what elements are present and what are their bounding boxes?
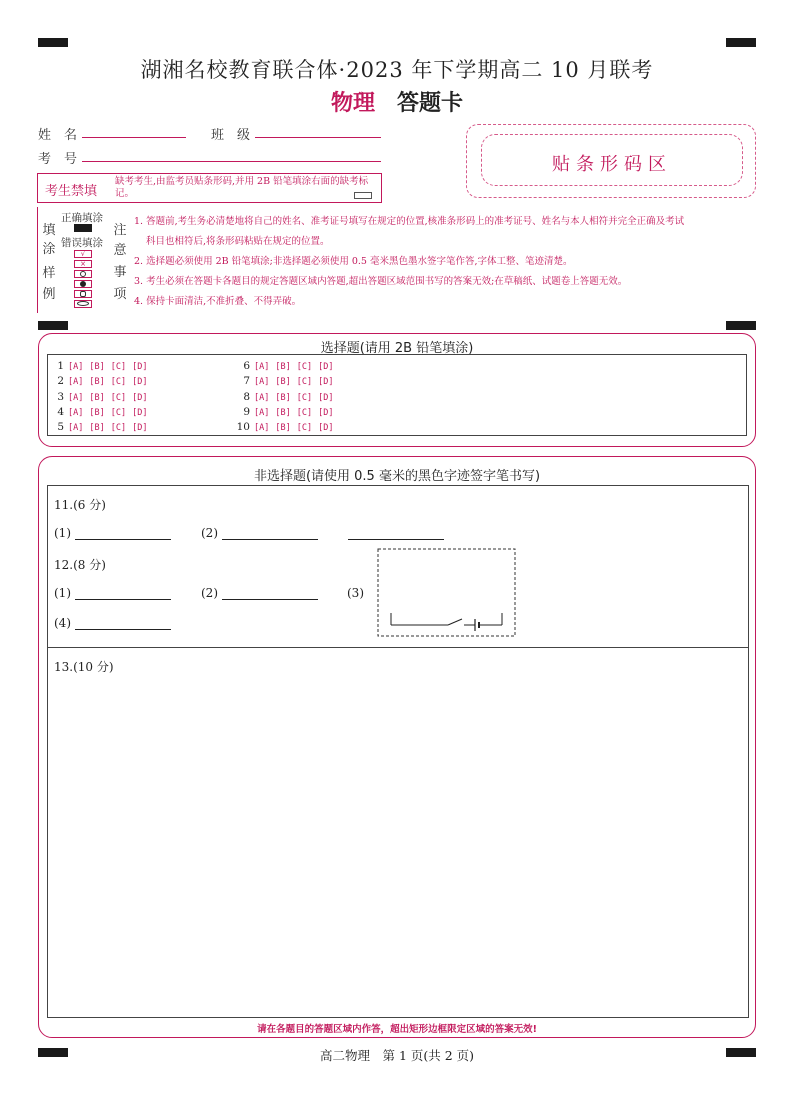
alignment-marker xyxy=(38,321,68,330)
mc-question-row xyxy=(50,360,153,372)
wrong-fill-half xyxy=(74,290,92,298)
wrong-fill-circle xyxy=(74,270,92,278)
note-3: 3. 考生必须在答题卡各题目的规定答题区域内答题,超出答题区域范围书写的答案无效;在草稿纸、试题卷上答题无效。 xyxy=(134,276,628,287)
mc-option-bubble[interactable]: [C] xyxy=(296,377,313,388)
exam-number-field[interactable] xyxy=(82,161,381,162)
fill-sample-label-2: 涂 xyxy=(42,242,56,257)
mc-option-bubble[interactable]: [D] xyxy=(318,392,334,403)
class-field[interactable] xyxy=(255,137,381,138)
q11-part1-label: (1) xyxy=(54,526,71,540)
forbidden-label: 考生禁填 xyxy=(45,184,98,199)
q12-part3-label: (3) xyxy=(347,586,364,600)
mc-option-bubble[interactable]: [B] xyxy=(275,392,291,403)
class-label: 班 级 xyxy=(211,128,251,143)
alignment-marker xyxy=(726,321,756,330)
notes-label-3: 事 xyxy=(113,265,127,280)
card-name: 答题卡 xyxy=(397,90,464,116)
mc-option-bubble[interactable]: [B] xyxy=(275,377,291,388)
mc-option-bubble[interactable]: [D] xyxy=(318,423,334,434)
mc-question-number: 5 xyxy=(57,421,64,434)
q12-part2-label: (2) xyxy=(201,586,218,600)
mc-question-number: 4 xyxy=(57,405,64,418)
notes-label-1: 注 xyxy=(113,223,127,238)
note-1: 1. 答题前,考生务必清楚地将自己的姓名、准考证号填写在规定的位置,核准条形码上的准考证号、姓名与本人相符并完全正确及考试 xyxy=(134,216,685,227)
mc-option-bubble[interactable]: [A] xyxy=(254,362,270,372)
q11-part1-blank[interactable] xyxy=(75,539,171,540)
mc-option-bubble[interactable]: [C] xyxy=(110,392,127,403)
mc-option-bubble[interactable]: [B] xyxy=(89,392,105,403)
mc-option-bubble[interactable]: [D] xyxy=(132,423,148,434)
mc-question-number: 2 xyxy=(57,375,64,388)
mc-question-row xyxy=(50,421,153,433)
note-2: 2. 选择题必须使用 2B 铅笔填涂;非选择题必须使用 0.5 毫米黑色墨水签字笔作答,字体工整、笔迹清楚。 xyxy=(134,256,573,267)
q11-part2-blank-extra[interactable] xyxy=(348,539,444,540)
q11-part2-label: (2) xyxy=(201,526,218,540)
q12-part2-blank[interactable] xyxy=(222,599,318,600)
note-1-cont: 科目也相符后,将条形码粘贴在规定的位置。 xyxy=(146,236,330,247)
mc-option-bubble[interactable]: [D] xyxy=(318,362,334,372)
fill-sample-label-4: 例 xyxy=(42,287,56,302)
wrong-fill-cross: × xyxy=(74,260,92,268)
mc-option-bubble[interactable]: [B] xyxy=(275,423,291,434)
correct-fill-label: 正确填涂 xyxy=(61,212,103,224)
mc-question-number: 9 xyxy=(243,405,250,418)
wrong-fill-label: 错误填涂 xyxy=(61,237,103,249)
correct-fill-sample xyxy=(74,224,92,232)
fill-sample-label-1: 填 xyxy=(42,223,56,238)
mc-option-bubble[interactable]: [A] xyxy=(68,392,84,403)
fill-sample-label-3: 样 xyxy=(42,266,56,281)
mc-option-bubble[interactable]: [D] xyxy=(318,407,334,418)
mc-option-bubble[interactable]: [B] xyxy=(275,362,291,372)
exam-number-label: 考 号 xyxy=(38,152,78,167)
circuit-diagram[interactable] xyxy=(376,547,518,639)
mc-question-row xyxy=(50,375,153,387)
mc-option-bubble[interactable]: [A] xyxy=(254,377,270,388)
mc-question-row xyxy=(236,391,339,403)
mc-option-bubble[interactable]: [B] xyxy=(89,362,105,372)
exam-title: 湖湘名校教育联合体·2023 年下学期高二 10 月联考 xyxy=(140,58,654,82)
mc-option-bubble[interactable]: [C] xyxy=(296,407,313,418)
mc-question-number: 10 xyxy=(236,421,250,434)
mc-question-number: 1 xyxy=(57,360,64,372)
mc-option-bubble[interactable]: [A] xyxy=(254,407,270,418)
mc-option-bubble[interactable]: [C] xyxy=(296,392,313,403)
mc-option-bubble[interactable]: [C] xyxy=(110,423,127,434)
mc-question-number: 8 xyxy=(243,390,250,403)
mc-question-row xyxy=(236,375,339,387)
mc-option-bubble[interactable]: [A] xyxy=(68,362,84,372)
mc-option-bubble[interactable]: [B] xyxy=(89,407,105,418)
absent-mark-box[interactable] xyxy=(354,192,372,199)
free-response-title: 非选择题(请使用 0.5 毫米的黑色字迹签字笔书写) xyxy=(253,469,541,484)
free-response-section xyxy=(38,456,756,1038)
wrong-fill-check: √ xyxy=(74,250,92,258)
q12-q13-divider xyxy=(47,647,749,648)
mc-option-bubble[interactable]: [D] xyxy=(318,377,334,388)
mc-option-bubble[interactable]: [B] xyxy=(89,377,105,388)
mc-option-bubble[interactable]: [A] xyxy=(254,392,270,403)
q12-part1-blank[interactable] xyxy=(75,599,171,600)
forbidden-text: 缺考考生,由监考员贴条形码,并用 2B 铅笔填涂右面的缺考标记。 xyxy=(115,176,369,199)
answer-area-warning: 请在各题目的答题区域内作答，超出矩形边框限定区域的答案无效! xyxy=(257,1024,537,1035)
mc-question-row xyxy=(236,360,339,372)
mc-option-bubble[interactable]: [D] xyxy=(132,362,148,372)
wrong-fill-oval xyxy=(74,300,92,308)
circuit-drawing-box xyxy=(378,549,515,636)
notes-label-2: 意 xyxy=(113,243,127,258)
multiple-choice-title: 选择题(请用 2B 铅笔填涂) xyxy=(320,341,474,356)
wrong-fill-dot xyxy=(74,280,92,288)
q11-part2-blank[interactable] xyxy=(222,539,318,540)
page-footer: 高二物理 第 1 页(共 2 页) xyxy=(319,1048,475,1063)
mc-question-row xyxy=(236,421,339,433)
mc-option-bubble[interactable]: [C] xyxy=(110,407,127,418)
mc-option-bubble[interactable]: [D] xyxy=(132,392,148,403)
mc-option-bubble[interactable]: [A] xyxy=(68,377,84,388)
note-4: 4. 保持卡面清洁,不准折叠、不得弄破。 xyxy=(134,296,302,307)
subject-name: 物理 xyxy=(330,90,375,116)
barcode-area-label: 贴条形码区 xyxy=(552,154,672,175)
alignment-marker xyxy=(38,38,68,47)
mc-question-number: 7 xyxy=(243,375,250,388)
mc-option-bubble[interactable]: [D] xyxy=(132,377,148,388)
mc-option-bubble[interactable]: [B] xyxy=(89,423,105,434)
q13-label: 13.(10 分) xyxy=(54,660,114,674)
mc-option-bubble[interactable]: [A] xyxy=(254,423,270,434)
card-subtitle xyxy=(0,86,794,117)
alignment-marker xyxy=(726,38,756,47)
mc-option-bubble[interactable]: [D] xyxy=(132,407,148,418)
mc-option-bubble[interactable]: [B] xyxy=(275,407,291,418)
name-label: 姓 名 xyxy=(38,128,78,143)
mc-question-row xyxy=(236,406,339,418)
mc-option-bubble[interactable]: [A] xyxy=(68,423,84,434)
q11-label: 11.(6 分) xyxy=(54,498,106,512)
notes-label-4: 项 xyxy=(113,287,127,302)
q12-label: 12.(8 分) xyxy=(54,558,106,572)
mc-option-bubble[interactable]: [C] xyxy=(296,423,313,434)
switch-icon xyxy=(448,619,462,625)
q12-part4-label: (4) xyxy=(54,616,71,630)
mc-option-bubble[interactable]: [C] xyxy=(296,362,313,372)
mc-question-row xyxy=(50,391,153,403)
q12-part1-label: (1) xyxy=(54,586,71,600)
q12-part4-blank[interactable] xyxy=(75,629,171,630)
mc-question-number: 3 xyxy=(57,390,64,403)
mc-option-bubble[interactable]: [A] xyxy=(68,407,84,418)
name-field[interactable] xyxy=(82,137,186,138)
mc-question-number: 6 xyxy=(243,360,250,372)
mc-option-bubble[interactable]: [C] xyxy=(110,377,127,388)
mc-question-row xyxy=(50,406,153,418)
mc-option-bubble[interactable]: [C] xyxy=(110,362,127,372)
